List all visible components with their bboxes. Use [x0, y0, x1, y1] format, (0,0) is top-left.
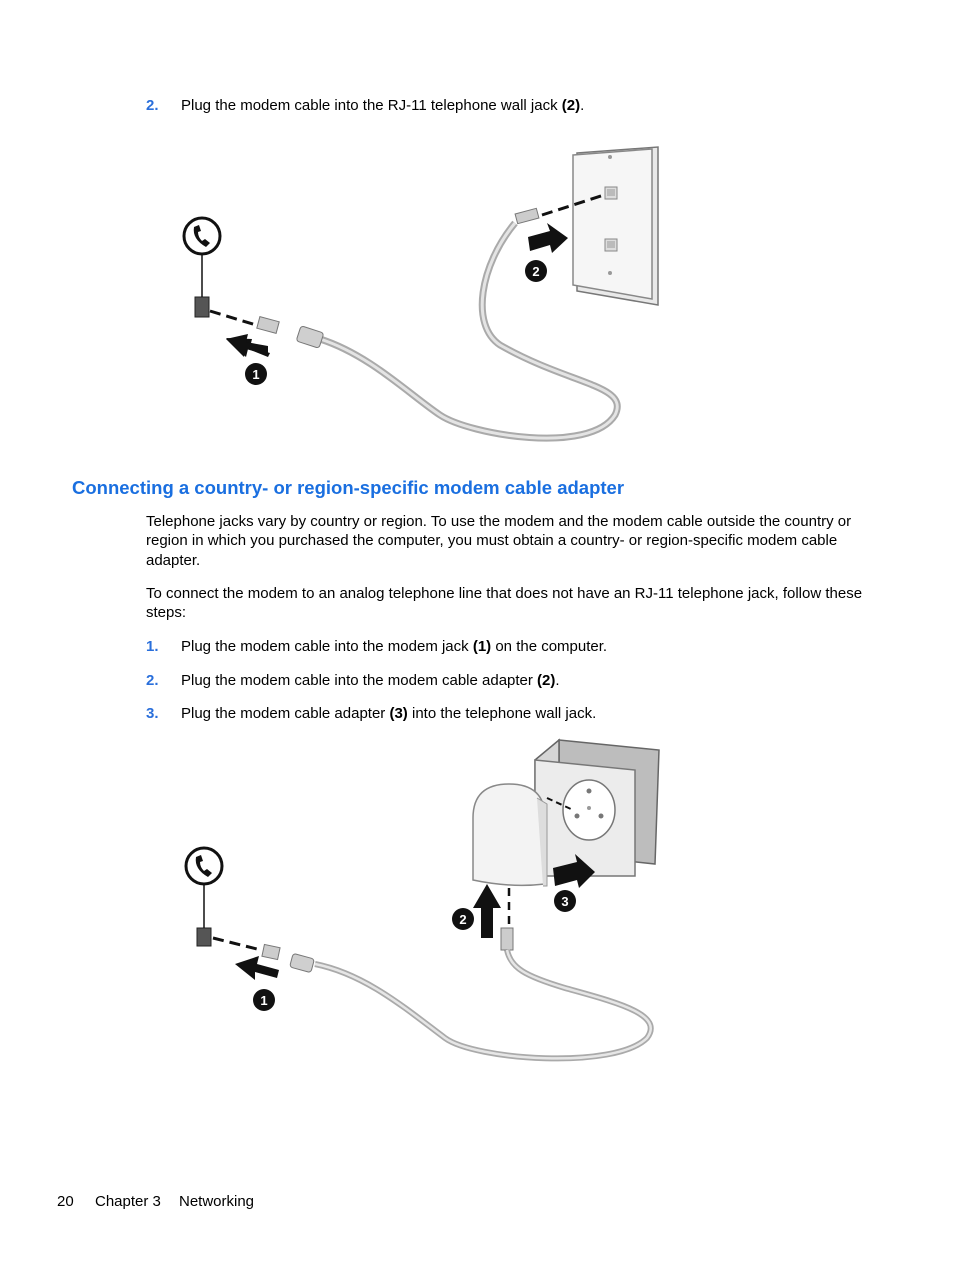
modem-cable-adapter-illustration-2 [175, 738, 675, 1073]
callout-label: 1 [260, 993, 268, 1008]
paragraph: To connect the modem to an analog telephone line that does not have an RJ-11 telephone jack, follow these steps: [146, 585, 863, 622]
callout-label: 3 [561, 894, 569, 909]
callout-label: 2 [459, 912, 467, 927]
footer-title: Networking [179, 1193, 255, 1210]
callout-label: 1 [252, 367, 260, 382]
step-number: 2. [146, 672, 159, 689]
footer-chapter: Chapter 3 [95, 1193, 161, 1210]
step-number: 3. [146, 705, 159, 722]
section-heading: Connecting a country- or region-specific modem cable adapter [72, 477, 625, 498]
step-number: 2. [146, 97, 159, 114]
step-number: 1. [146, 638, 159, 655]
page-number: 20 [57, 1193, 74, 1210]
step-text: Plug the modem cable into the RJ-11 telephone wall jack (2). [181, 97, 585, 114]
paragraph: Telephone jacks vary by country or region. To use the modem and the modem cable outside the country or region in which you purchased the computer, you must obtain a country- or region-specific modem cable adapter. [146, 513, 852, 569]
step-text: Plug the modem cable into the modem cable adapter (2). [181, 672, 560, 689]
step-text: Plug the modem cable into the modem jack (1) on the computer. [181, 638, 608, 655]
modem-cable-illustration-1 [170, 135, 670, 450]
callout-label: 2 [532, 264, 540, 279]
step-text: Plug the modem cable adapter (3) into the telephone wall jack. [181, 705, 597, 722]
